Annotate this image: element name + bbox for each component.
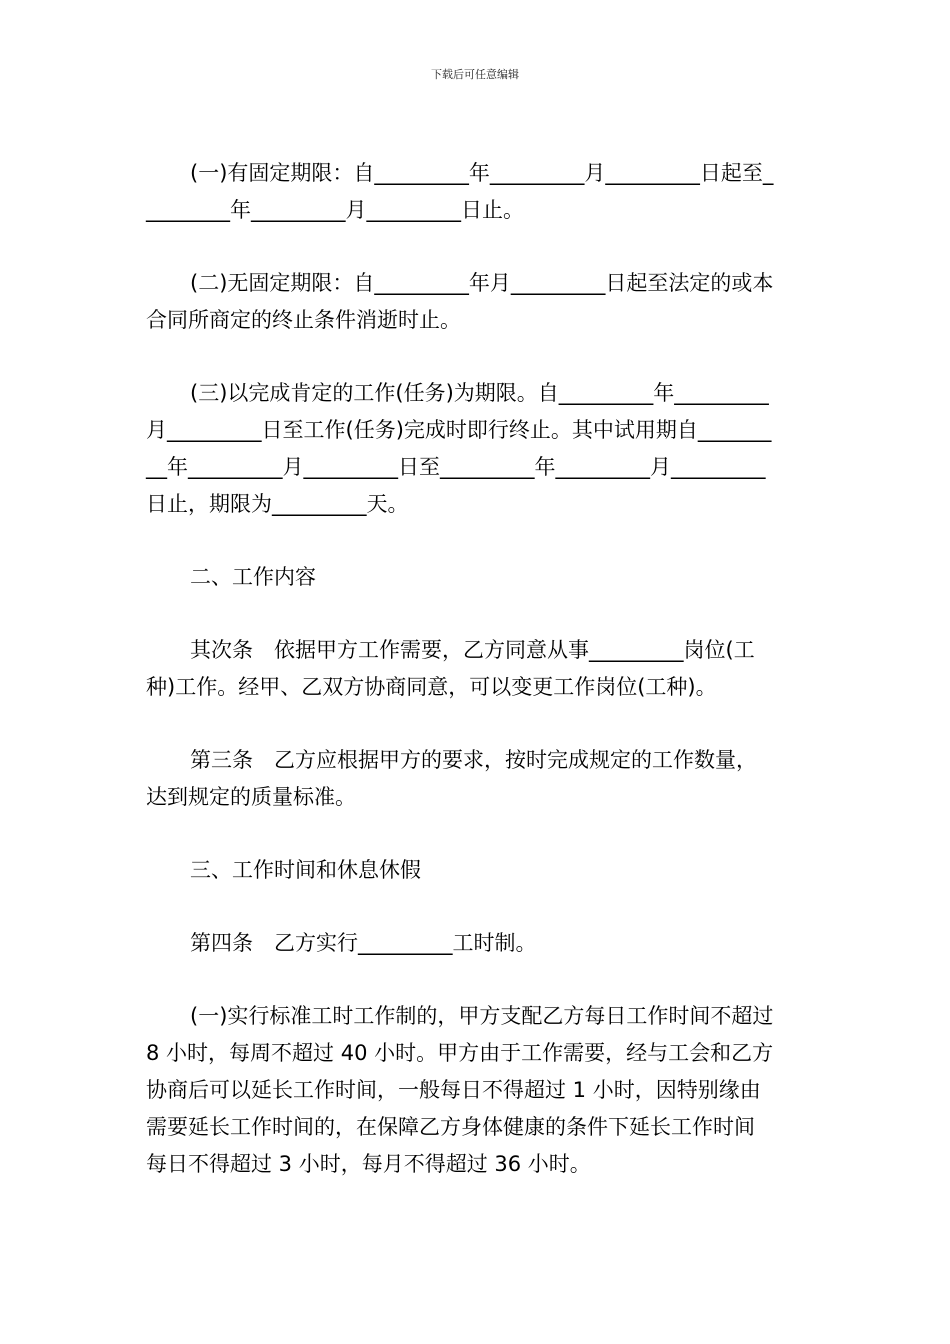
text-line: 第三条 乙方应根据甲方的要求，按时完成规定的工作数量，: [190, 748, 757, 772]
paragraph-gap: [146, 229, 810, 265]
paragraph-article-4: [146, 925, 810, 962]
paragraph-task-term: [146, 375, 810, 523]
paragraph-gap: [146, 523, 810, 559]
paragraph-gap: [146, 889, 810, 925]
text-line: (二)无固定期限：自_________年月_________日起至法定的或本: [190, 271, 774, 295]
text-line: __年_________月_________日至_________年_________月_________: [146, 455, 766, 479]
text-line: 日止，期限为_________天。: [146, 492, 409, 516]
paragraph-gap: [146, 816, 810, 852]
section-heading-work-hours: [146, 852, 810, 889]
paragraph-article-3: [146, 742, 810, 816]
page-header: 下载后可任意编辑: [431, 68, 519, 81]
paragraph-article-2: [146, 632, 810, 706]
text-line: 需要延长工作时间的，在保障乙方身体健康的条件下延长工作时间: [146, 1115, 755, 1139]
text-line: ________年_________月_________日止。: [146, 198, 524, 222]
text-line: 月_________日至工作(任务)完成时即行终止。其中试用期自_______: [146, 418, 772, 442]
document-body: [146, 155, 810, 1183]
text-line: 合同所商定的终止条件消逝时止。: [146, 308, 461, 332]
text-line: 协商后可以延长工作时间，一般每日不得超过 1 小时，因特别缘由: [146, 1078, 761, 1102]
paragraph-fixed-term: [146, 155, 810, 229]
section-heading: 三、工作时间和休息休假: [190, 858, 421, 882]
paragraph-open-term: [146, 265, 810, 339]
text-line: 第四条 乙方实行_________工时制。: [190, 931, 537, 955]
text-line: 8 小时，每周不超过 40 小时。甲方由于工作需要，经与工会和乙方: [146, 1041, 774, 1065]
paragraph-gap: [146, 339, 810, 375]
paragraph-gap: [146, 962, 810, 998]
text-line: (一)有固定期限：自_________年_________月_________日起至_: [190, 161, 774, 185]
text-line: 其次条 依据甲方工作需要，乙方同意从事_________岗位(工: [190, 638, 755, 662]
text-line: 种)工作。经甲、乙双方协商同意，可以变更工作岗位(工种)。: [146, 675, 717, 699]
paragraph-standard-hours: [146, 998, 810, 1183]
section-heading-work-content: [146, 559, 810, 596]
text-line: (三)以完成肯定的工作(任务)为期限。自_________年_________: [190, 381, 769, 405]
text-line: (一)实行标准工时工作制的，甲方支配乙方每日工作时间不超过: [190, 1004, 774, 1028]
text-line: 达到规定的质量标准。: [146, 785, 356, 809]
paragraph-gap: [146, 706, 810, 742]
section-heading: 二、工作内容: [190, 565, 316, 589]
text-line: 每日不得超过 3 小时，每月不得超过 36 小时。: [146, 1152, 591, 1176]
paragraph-gap: [146, 596, 810, 632]
